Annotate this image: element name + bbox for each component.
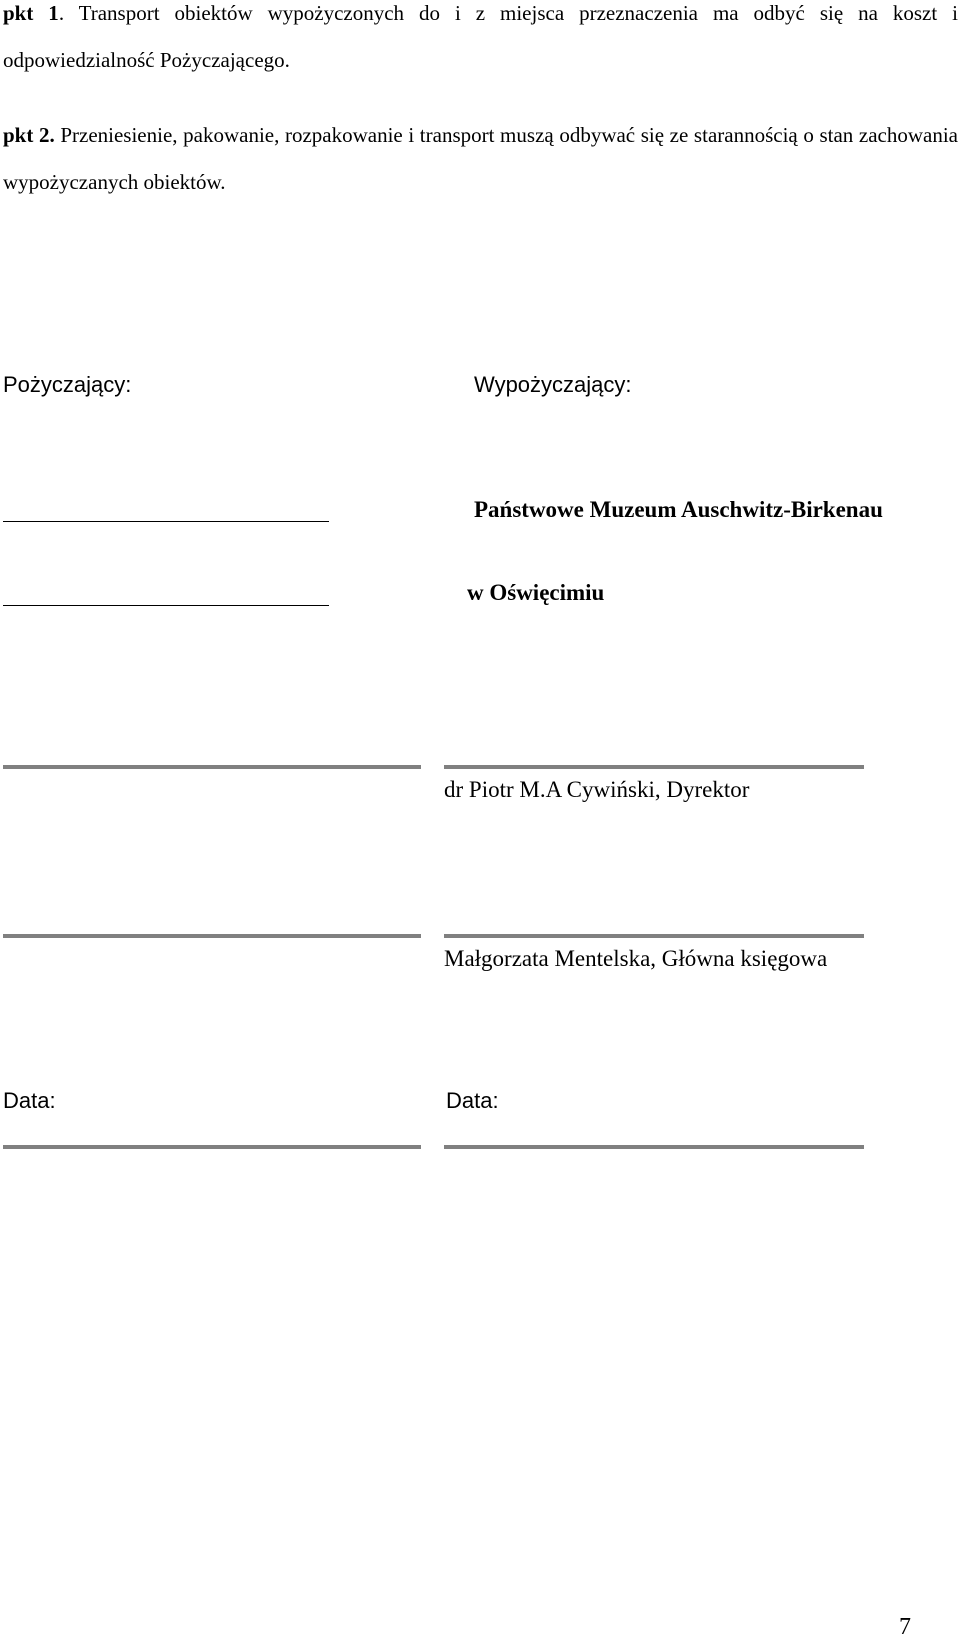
- date-label-left: Data:: [3, 1088, 56, 1113]
- paragraph-1: [3, 0, 958, 84]
- date-line-right: [444, 1145, 864, 1149]
- lender-label: Wypożyczający:: [474, 372, 632, 397]
- lender-institution-city: w Oświęcimiu: [467, 580, 605, 605]
- signature-line-right-1: [444, 765, 864, 769]
- borrower-label: Pożyczający:: [3, 372, 132, 397]
- borrower-line-1: [3, 521, 329, 522]
- page-number: 7: [899, 1614, 911, 1640]
- lender-institution-name: Państwowe Muzeum Auschwitz-Birkenau: [474, 497, 883, 522]
- signature-line-left-1: [3, 765, 421, 769]
- date-line-left: [3, 1145, 421, 1149]
- borrower-line-2: [3, 605, 329, 606]
- paragraph-2-number: pkt 2.: [3, 123, 55, 147]
- date-label-right: Data:: [446, 1088, 499, 1113]
- paragraph-2: [3, 112, 958, 206]
- signature-line-left-2: [3, 934, 421, 938]
- paragraph-1-number: pkt 1: [3, 1, 59, 25]
- signatory-accountant: Małgorzata Mentelska, Główna księgowa: [444, 946, 828, 971]
- signature-line-right-2: [444, 934, 864, 938]
- paragraph-1-text: . Transport obiektów wypożyczonych do i z miejsca przeznaczenia ma odbyć się na koszt i odpowiedzialność Pożyczającego.: [3, 1, 958, 72]
- paragraph-2-text: Przeniesienie, pakowanie, rozpakowanie i transport muszą odbywać się ze starannością o stan zachowania wypożyczanych obiektów.: [3, 123, 958, 194]
- signatory-director: dr Piotr M.A Cywiński, Dyrektor: [444, 777, 750, 802]
